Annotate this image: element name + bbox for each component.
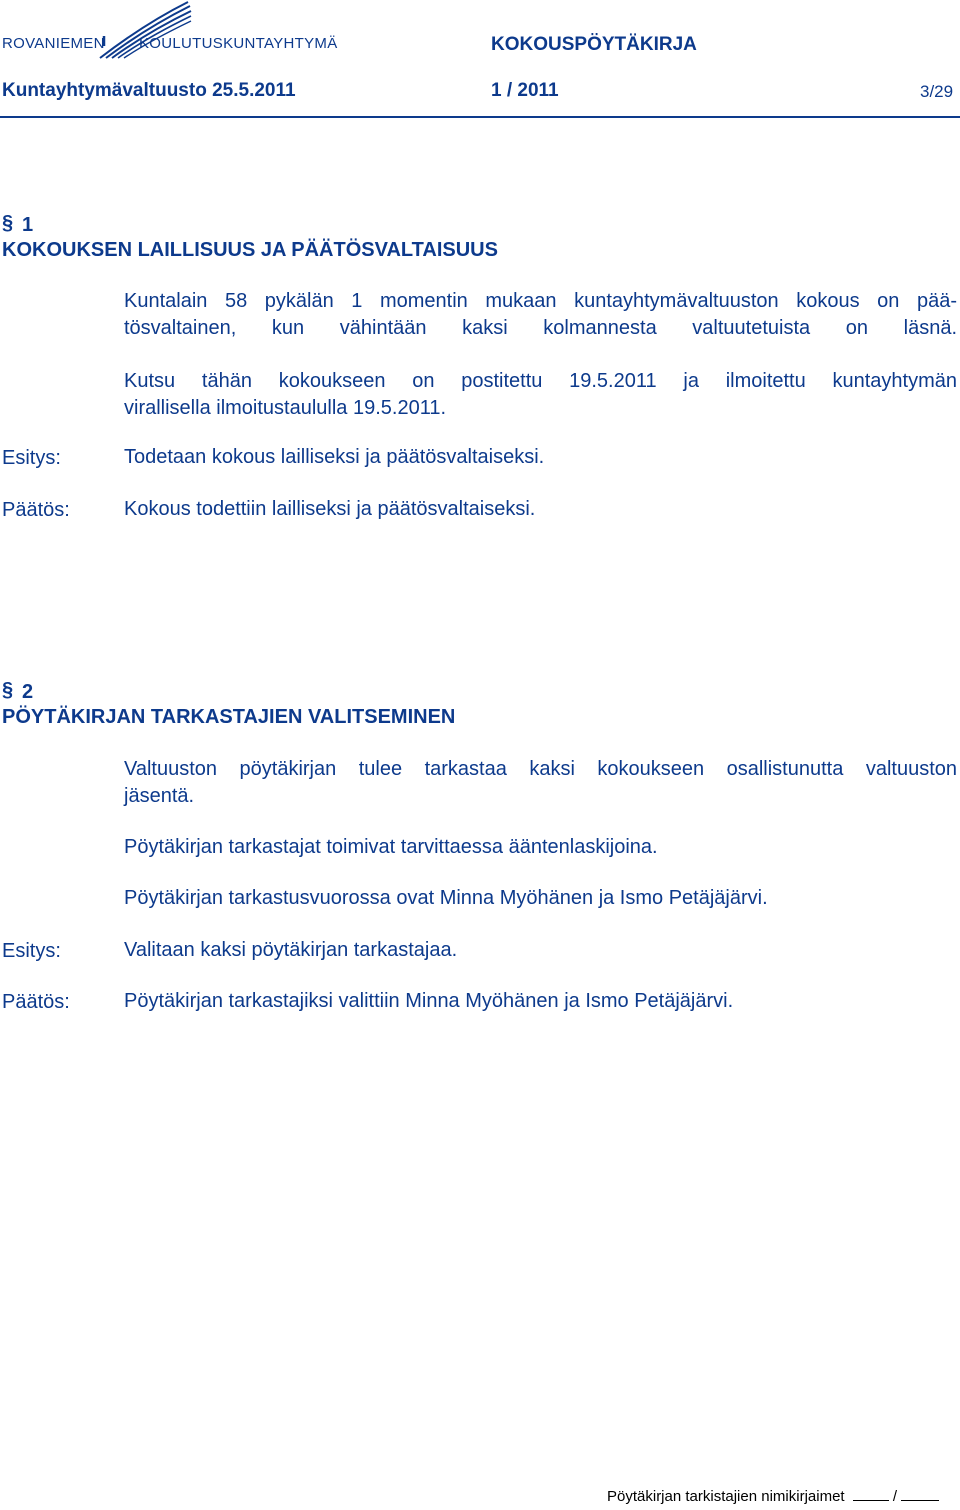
meeting-name: Kuntayhtymävaltuusto 25.5.2011 — [2, 80, 296, 101]
paragraph-line: Pöytäkirjan tarkastajat toimivat tarvittaessa ääntenlaskijoina. — [124, 836, 658, 858]
logo-text-left: ROVANIEMEN — [2, 35, 105, 52]
proposal-label: Esitys: — [2, 940, 61, 962]
initials-line-1[interactable] — [853, 1486, 889, 1501]
initials-label: Pöytäkirjan tarkistajien nimikirjaimet — [607, 1488, 845, 1505]
paragraph-line: Kutsu tähän kokoukseen on postitettu 19.5.2011 ja ilmoitettu kuntayhtymän — [124, 370, 957, 392]
section-symbol: § — [2, 212, 14, 234]
paragraph-line: tösvaltainen, kun vähintään kaksi kolmannesta valtuutetuista on läsnä. — [124, 317, 957, 339]
decision-text: Pöytäkirjan tarkastajiksi valittiin Minna Myöhänen ja Ismo Petäjäjärvi. — [124, 990, 734, 1012]
initials-separator: / — [892, 1488, 898, 1505]
decision-label: Päätös: — [2, 991, 70, 1013]
paragraph-line: Pöytäkirjan tarkastusvuorossa ovat Minna Myöhänen ja Ismo Petäjäjärvi. — [124, 887, 768, 909]
proposal-text: Todetaan kokous lailliseksi ja päätösvaltaiseksi. — [124, 446, 545, 468]
paragraph-line: Kuntalain 58 pykälän 1 momentin mukaan kuntayhtymävaltuuston kokous on pää- — [124, 290, 957, 312]
paragraph-line: virallisella ilmoitustaululla 19.5.2011. — [124, 397, 447, 419]
decision-text: Kokous todettiin lailliseksi ja päätösvaltaiseksi. — [124, 498, 536, 520]
proposal-label: Esitys: — [2, 447, 61, 469]
section-number: 2 — [22, 681, 34, 703]
signature-initials-footer — [607, 1486, 939, 1505]
section-title: PÖYTÄKIRJAN TARKASTAJIEN VALITSEMINEN — [2, 706, 456, 728]
header-divider — [0, 116, 960, 118]
document-type: KOKOUSPÖYTÄKIRJA — [491, 34, 697, 55]
paragraph-line: jäsentä. — [124, 785, 195, 807]
minutes-number: 1 / 2011 — [491, 80, 559, 101]
page-number: 3/29 — [920, 82, 954, 101]
initials-line-2[interactable] — [901, 1486, 939, 1501]
paragraph-line: Valtuuston pöytäkirjan tulee tarkastaa kaksi kokoukseen osallistunutta valtuuston — [124, 758, 957, 780]
proposal-text: Valitaan kaksi pöytäkirjan tarkastajaa. — [124, 939, 458, 961]
decision-label: Päätös: — [2, 499, 70, 521]
section-number: 1 — [22, 214, 34, 236]
logo-text-right: KOULUTUSKUNTAYHTYMÄ — [139, 35, 338, 52]
section-title: KOKOUKSEN LAILLISUUS JA PÄÄTÖSVALTAISUUS — [2, 239, 498, 261]
section-symbol: § — [2, 679, 14, 701]
